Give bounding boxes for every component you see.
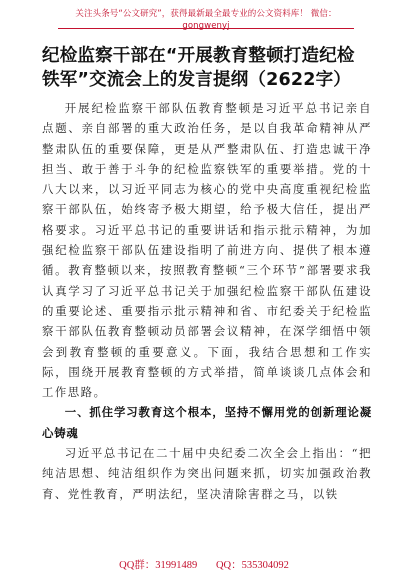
document-title: 纪检监察干部在“开展教育整顿打造纪检铁军”交流会上的发言提纲（2622字）: [42, 46, 355, 90]
footer-contact: [0, 557, 408, 572]
footer-qq-group: QQ群：31991489: [119, 560, 198, 571]
header-banner: 关注头条号“公文研究”，获得最新最全最专业的公文资料库！ 微信：gongwenyj: [75, 9, 337, 31]
section-heading: 一、抓住学习教育这个根本，坚持不懈用党的创新理论凝心铸魂: [42, 405, 372, 440]
footer-qq: QQ：535304092: [215, 560, 289, 571]
header-divider: [58, 28, 354, 29]
document-body: [42, 98, 372, 504]
body-paragraph: 开展纪检监察干部队伍教育整顿是习近平总书记亲自点题、亲自部署的重大政治任务，是以自我革命精神从严整肃队伍的重要保障，更是从严整肃队伍、打造忠诚干净担当、敢于善于斗争的纪检监察铁军的重要举措。党的十八大以来，以习近平同志为核心的党中央高度重视纪检监察干部队伍，始终寄予极大期望，给予极大信任，提出严格要求。习近平总书记的重要讲话和指示批示精神，为加强纪检监察干部队伍建设指明了前进方向、提供了根本遵循。教育整顿以来，按照教育整顿“三个环节”部署要求我认真学习了习近平总书记关于加强纪检监察干部队伍建设的重要论述、重要指示批示精神和省、市纪委关于纪检监察干部队伍教育整顿动员部署会议精神，在深学细悟中领会到教育整顿的重要意义。下面，我结合思想和工作实际，围绕开展教育整顿的方式举措，简单谈谈几点体会和工作思路。: [42, 101, 372, 400]
body-paragraph: 习近平总书记在二十届中央纪委二次全会上指出：“把纯洁思想、纯洁组织作为突出问题来抓，切实加强政治教育、党性教育，严明法纪，坚决清除害群之马，以铁: [42, 446, 372, 501]
